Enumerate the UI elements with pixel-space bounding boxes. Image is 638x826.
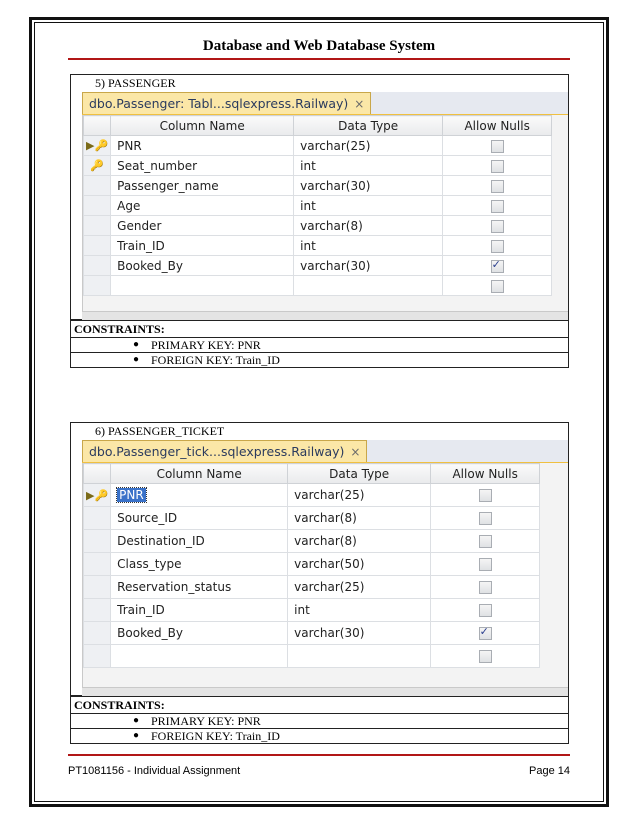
row-selector[interactable] bbox=[84, 276, 111, 296]
section-heading: 5) PASSENGER bbox=[95, 76, 176, 90]
data-type-cell[interactable]: varchar(8) bbox=[288, 530, 431, 553]
data-type-header[interactable]: Data Type bbox=[288, 464, 431, 484]
column-grid bbox=[83, 463, 540, 668]
constraint-item: ● FOREIGN KEY: Train_ID bbox=[133, 729, 280, 743]
column-name-header[interactable]: Column Name bbox=[111, 116, 294, 136]
column-grid bbox=[83, 115, 552, 296]
primary-key-icon[interactable]: 🔑 bbox=[84, 156, 111, 176]
column-name-text: PNR bbox=[117, 138, 142, 153]
data-type-cell[interactable] bbox=[294, 276, 443, 296]
designer-tab-strip bbox=[82, 92, 568, 116]
row-selector[interactable] bbox=[84, 645, 111, 668]
column-name-cell[interactable] bbox=[111, 196, 294, 216]
allow-nulls-cell bbox=[431, 576, 540, 599]
table-row[interactable] bbox=[84, 507, 540, 530]
close-icon[interactable]: × bbox=[354, 97, 365, 111]
table-row[interactable] bbox=[84, 136, 552, 156]
close-icon[interactable]: × bbox=[350, 445, 361, 459]
column-name-text: Source_ID bbox=[117, 511, 178, 525]
constraints-title: CONSTRAINTS: bbox=[71, 321, 568, 338]
table-row[interactable] bbox=[84, 553, 540, 576]
data-type-cell[interactable]: varchar(30) bbox=[288, 622, 431, 645]
column-name-cell[interactable] bbox=[111, 576, 288, 599]
column-name-text: Booked_By bbox=[117, 258, 183, 273]
footer-assignment: PT1081156 - Individual Assignment bbox=[68, 765, 241, 777]
grid-header-row bbox=[84, 116, 552, 136]
column-name-header[interactable]: Column Name bbox=[111, 464, 288, 484]
table-row[interactable] bbox=[84, 622, 540, 645]
allow-nulls-checkbox[interactable] bbox=[479, 489, 492, 502]
column-name-cell[interactable] bbox=[111, 136, 294, 156]
footer-page-number: Page 14 bbox=[529, 765, 570, 777]
column-name-text: Train_ID bbox=[117, 238, 165, 253]
row-selector[interactable] bbox=[84, 196, 111, 216]
row-selector[interactable] bbox=[84, 256, 111, 276]
row-selector[interactable] bbox=[84, 216, 111, 236]
allow-nulls-checkbox[interactable] bbox=[491, 160, 504, 173]
allow-nulls-cell bbox=[431, 599, 540, 622]
data-type-cell[interactable]: varchar(50) bbox=[288, 553, 431, 576]
table-row[interactable] bbox=[84, 236, 552, 256]
horizontal-scrollbar[interactable] bbox=[82, 687, 568, 696]
section-passenger-ticket bbox=[70, 422, 569, 696]
designer-tab-strip bbox=[82, 440, 568, 464]
allow-nulls-checkbox[interactable] bbox=[491, 180, 504, 193]
allow-nulls-header[interactable]: Allow Nulls bbox=[443, 116, 552, 136]
data-type-cell[interactable]: varchar(8) bbox=[294, 216, 443, 236]
data-type-header[interactable]: Data Type bbox=[294, 116, 443, 136]
column-name-cell[interactable] bbox=[111, 216, 294, 236]
constraint-item: ● PRIMARY KEY: PNR bbox=[71, 338, 568, 353]
constraint-item: ● FOREIGN KEY: Train_ID bbox=[133, 353, 280, 367]
table-row[interactable] bbox=[84, 176, 552, 196]
row-selector[interactable] bbox=[84, 622, 111, 645]
data-type-cell[interactable]: varchar(25) bbox=[288, 576, 431, 599]
column-name-cell[interactable] bbox=[111, 276, 294, 296]
column-name-text: Reservation_status bbox=[117, 580, 232, 594]
table-row[interactable] bbox=[84, 196, 552, 216]
bullet-icon: ● bbox=[133, 730, 140, 741]
constraint-item: ● PRIMARY KEY: PNR bbox=[71, 714, 568, 729]
horizontal-scrollbar[interactable] bbox=[82, 311, 568, 320]
column-name-text: Destination_ID bbox=[117, 534, 205, 548]
section-heading: 6) PASSENGER_TICKET bbox=[95, 424, 225, 438]
row-selector[interactable] bbox=[84, 507, 111, 530]
allow-nulls-cell bbox=[431, 645, 540, 668]
column-name-cell[interactable] bbox=[111, 256, 294, 276]
data-type-cell[interactable]: varchar(8) bbox=[288, 507, 431, 530]
allow-nulls-cell bbox=[443, 196, 552, 216]
allow-nulls-checkbox[interactable] bbox=[491, 220, 504, 233]
row-selector[interactable] bbox=[84, 176, 111, 196]
column-name-text: Train_ID bbox=[117, 603, 165, 617]
table-row[interactable] bbox=[84, 216, 552, 236]
allow-nulls-cell bbox=[443, 276, 552, 296]
column-name-text: Age bbox=[117, 198, 141, 213]
column-name-text: Gender bbox=[117, 218, 162, 233]
allow-nulls-cell bbox=[431, 530, 540, 553]
column-name-cell[interactable] bbox=[111, 236, 294, 256]
constraints-title: CONSTRAINTS: bbox=[71, 697, 568, 714]
row-selector-header bbox=[84, 464, 111, 484]
data-type-cell[interactable]: int bbox=[294, 156, 443, 176]
table-row[interactable] bbox=[84, 484, 540, 507]
row-selector[interactable] bbox=[84, 236, 111, 256]
row-selector[interactable] bbox=[84, 599, 111, 622]
allow-nulls-cell bbox=[443, 156, 552, 176]
allow-nulls-checkbox[interactable] bbox=[479, 535, 492, 548]
row-selector[interactable] bbox=[84, 530, 111, 553]
column-name-text: PNR bbox=[119, 488, 144, 502]
column-name-cell[interactable] bbox=[111, 156, 294, 176]
designer-grid-area bbox=[82, 115, 568, 311]
column-name-cell[interactable] bbox=[111, 599, 288, 622]
row-selector[interactable] bbox=[84, 576, 111, 599]
allow-nulls-cell bbox=[431, 484, 540, 507]
allow-nulls-checkbox[interactable] bbox=[479, 627, 492, 640]
section-passenger bbox=[70, 74, 569, 320]
table-row[interactable] bbox=[84, 530, 540, 553]
allow-nulls-checkbox[interactable] bbox=[491, 140, 504, 153]
data-type-cell[interactable]: int bbox=[294, 196, 443, 216]
document-title: Database and Web Database System bbox=[202, 38, 436, 54]
column-name-cell[interactable] bbox=[111, 530, 288, 553]
designer-tab[interactable] bbox=[82, 92, 371, 114]
allow-nulls-checkbox[interactable] bbox=[479, 650, 492, 663]
table-row[interactable] bbox=[84, 576, 540, 599]
column-name-text: Booked_By bbox=[117, 626, 183, 640]
allow-nulls-cell bbox=[443, 256, 552, 276]
column-name-cell[interactable] bbox=[111, 176, 294, 196]
data-type-cell[interactable]: int bbox=[288, 599, 431, 622]
tab-label: dbo.Passenger: Tabl...sqlexpress.Railway) bbox=[89, 96, 349, 111]
grid-header-row bbox=[84, 464, 540, 484]
primary-key-icon[interactable]: ▶🔑 bbox=[84, 136, 111, 156]
allow-nulls-cell bbox=[443, 216, 552, 236]
column-name-text: Passenger_name bbox=[117, 178, 219, 193]
column-name-cell[interactable] bbox=[111, 553, 288, 576]
column-name-text: Class_type bbox=[117, 557, 182, 571]
constraints-box bbox=[70, 320, 569, 368]
allow-nulls-cell bbox=[443, 136, 552, 156]
table-row[interactable] bbox=[84, 645, 540, 668]
row-selector[interactable] bbox=[84, 553, 111, 576]
designer-tab[interactable] bbox=[82, 440, 367, 462]
allow-nulls-cell bbox=[443, 176, 552, 196]
column-name-cell[interactable] bbox=[111, 645, 288, 668]
constraints-box bbox=[70, 696, 569, 744]
allow-nulls-checkbox[interactable] bbox=[491, 240, 504, 253]
column-name-cell[interactable] bbox=[111, 484, 288, 507]
data-type-cell[interactable]: int bbox=[294, 236, 443, 256]
data-type-cell[interactable]: varchar(30) bbox=[294, 256, 443, 276]
data-type-cell[interactable]: varchar(30) bbox=[294, 176, 443, 196]
column-name-cell[interactable] bbox=[111, 622, 288, 645]
allow-nulls-checkbox[interactable] bbox=[491, 280, 504, 293]
designer-grid-area bbox=[82, 463, 568, 687]
allow-nulls-checkbox[interactable] bbox=[479, 558, 492, 571]
header-rule bbox=[68, 58, 570, 60]
primary-key-icon[interactable]: ▶🔑 bbox=[84, 484, 111, 507]
allow-nulls-header[interactable]: Allow Nulls bbox=[431, 464, 540, 484]
allow-nulls-cell bbox=[431, 507, 540, 530]
table-row[interactable] bbox=[84, 256, 552, 276]
column-name-text: Seat_number bbox=[117, 158, 198, 173]
tab-label: dbo.Passenger_tick...sqlexpress.Railway) bbox=[89, 444, 345, 459]
data-type-cell[interactable]: varchar(25) bbox=[288, 484, 431, 507]
row-selector-header bbox=[84, 116, 111, 136]
bullet-icon: ● bbox=[133, 354, 140, 365]
data-type-cell[interactable]: varchar(25) bbox=[294, 136, 443, 156]
allow-nulls-checkbox[interactable] bbox=[479, 512, 492, 525]
column-name-cell[interactable] bbox=[111, 507, 288, 530]
allow-nulls-checkbox[interactable] bbox=[479, 604, 492, 617]
allow-nulls-checkbox[interactable] bbox=[491, 200, 504, 213]
allow-nulls-checkbox[interactable] bbox=[491, 260, 504, 273]
table-row[interactable] bbox=[84, 276, 552, 296]
allow-nulls-cell bbox=[443, 236, 552, 256]
table-row[interactable] bbox=[84, 599, 540, 622]
allow-nulls-cell bbox=[431, 622, 540, 645]
allow-nulls-checkbox[interactable] bbox=[479, 581, 492, 594]
bullet-icon: ● bbox=[133, 715, 140, 726]
table-row[interactable] bbox=[84, 156, 552, 176]
data-type-cell[interactable] bbox=[288, 645, 431, 668]
bullet-icon: ● bbox=[133, 339, 140, 350]
footer-rule bbox=[68, 754, 570, 756]
allow-nulls-cell bbox=[431, 553, 540, 576]
